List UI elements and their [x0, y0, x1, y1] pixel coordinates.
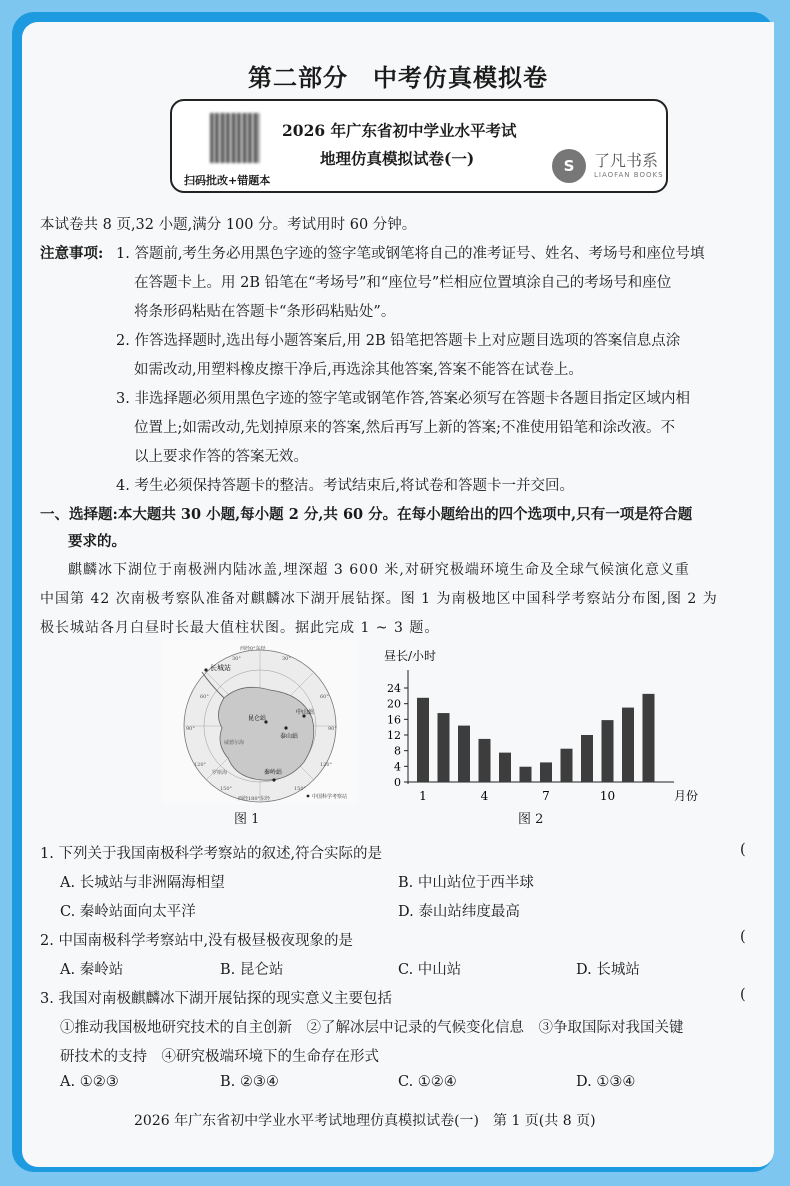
exam-title-line1: 2026 年广东省初中学业水平考试 [282, 121, 517, 140]
degree-label: 120° [320, 762, 333, 768]
map-legend: 中国科学考察站 [312, 794, 348, 800]
option[interactable]: C. 中山站 [398, 962, 462, 978]
option[interactable]: A. 秦岭站 [60, 962, 124, 978]
chart-bar-month-1 [417, 698, 429, 782]
degree-label: 60° [200, 694, 209, 700]
chart-bar-month-9 [581, 735, 593, 782]
antarctica-station-map [162, 640, 358, 804]
section1-heading: 一、选择题:本大题共 30 小题,每小题 2 分,共 60 分。在每小题给出的四个选项中,只有一项是符合题 [40, 506, 693, 523]
chart-bar-month-6 [520, 767, 532, 782]
option[interactable]: C. ①②④ [398, 1074, 457, 1090]
option[interactable]: A. 长城站与非洲隔海相望 [60, 875, 225, 891]
degree-label: 90° [186, 726, 195, 732]
section1-heading-cont: 要求的。 [68, 533, 126, 550]
station-label: 长城站 [210, 664, 231, 672]
y-tick-label: 24 [387, 682, 401, 695]
option[interactable]: D. 泰山站纬度最高 [398, 904, 520, 920]
exam-title-line2: 地理仿真模拟试卷(一) [320, 149, 475, 168]
option[interactable]: B. 中山站位于西半球 [398, 875, 534, 891]
station-label: 秦岭站 [264, 769, 283, 776]
degree-label: 120° [194, 762, 207, 768]
chart-bar-month-7 [540, 762, 552, 782]
question-stem: 1. 下列关于我国南极科学考察站的叙述,符合实际的是 [40, 846, 383, 862]
station-label: 中山站 [296, 709, 315, 716]
y-tick-label: 12 [387, 729, 401, 742]
degree-label: 30° [232, 656, 241, 662]
option[interactable]: D. ①③④ [576, 1074, 636, 1090]
exam-intro: 本试卷共 8 页,32 小题,满分 100 分。考试用时 60 分钟。 [40, 217, 417, 233]
option[interactable]: D. 长城站 [576, 962, 640, 978]
degree-label: 30° [282, 656, 291, 662]
degree-label: 60° [320, 694, 329, 700]
qr-label: 扫码批改+错题本 [184, 174, 271, 187]
question-statements: 研技术的支持 ④研究极端环境下的生命存在形式 [60, 1049, 379, 1065]
chart-bar-month-3 [458, 726, 470, 782]
chart-bar-month-4 [479, 739, 491, 782]
x-tick-label: 10 [599, 789, 616, 803]
notice-line: 3. 非选择题必须用黑色字迹的签字笔或钢笔作答,答案必须写在答题卡各题目指定区域内相 [116, 391, 691, 407]
answer-paren: ( [740, 987, 746, 1003]
answer-paren: ( [740, 842, 746, 858]
x-tick-label: 7 [542, 789, 550, 803]
station-label: 昆仑站 [248, 715, 267, 722]
station-marker [284, 726, 287, 729]
notice-line: 在答题卡上。用 2B 铅笔在“考场号”和“座位号”栏相应位置填涂自己的考场号和座位 [134, 275, 672, 291]
y-tick-label: 0 [394, 776, 401, 789]
question-stem: 2. 中国南极科学考察站中,没有极昼极夜现象的是 [40, 933, 354, 949]
x-tick-label: 1 [419, 789, 427, 803]
degree-label: 90° [328, 726, 337, 732]
passage-line: 极长城站各月白昼时长最大值柱状图。据此完成 1 ~ 3 题。 [40, 620, 440, 636]
chart-bar-month-8 [561, 749, 573, 782]
page-footer: 2026 年广东省初中学业水平考试地理仿真模拟试卷(一) 第 1 页(共 8 页) [134, 1113, 596, 1129]
degree-label: 150° [220, 786, 233, 792]
daylength-bar-chart [378, 648, 699, 804]
figure2-caption: 图 2 [518, 812, 544, 827]
brand-name: 了凡书系 [594, 151, 659, 170]
chart-ylabel: 昼长/小时 [384, 649, 437, 663]
notice-line: 将条形码粘贴在答题卡“条形码粘贴处”。 [134, 304, 396, 320]
notice-line: 如需改动,用塑料橡皮擦干净后,再选涂其他答案,答案不能答在试卷上。 [134, 362, 583, 378]
notice-line: 1. 答题前,考生务必用黑色字迹的签字笔或钢笔将自己的准考证号、姓名、考场号和座位号填 [116, 246, 705, 262]
chart-bar-month-5 [499, 753, 511, 782]
chart-bar-month-10 [602, 720, 614, 782]
notice-line: 以上要求作答的答案无效。 [134, 449, 308, 465]
notice-line: 4. 考生必须保持答题卡的整洁。考试结束后,将试卷和答题卡一并交回。 [116, 478, 575, 494]
y-tick-label: 4 [394, 760, 401, 774]
answer-paren: ( [740, 929, 746, 945]
station-marker [204, 668, 207, 671]
y-tick-label: 16 [387, 713, 401, 727]
qr-code[interactable] [210, 113, 260, 163]
exam-header-box [170, 99, 668, 193]
brand-logo-icon: S [552, 149, 586, 183]
notice-line: 2. 作答选择题时,选出每小题答案后,用 2B 铅笔把答题卡上对应题目选项的答案信息点涂 [116, 333, 681, 349]
y-tick-label: 8 [394, 744, 401, 758]
chart-bar-month-12 [643, 694, 655, 782]
notice-line: 位置上;如需改动,先划掉原来的答案,然后再写上新的答案;不准使用铅笔和涂改液。不 [134, 420, 675, 436]
section-title: 第二部分 中考仿真模拟卷 [248, 63, 548, 92]
x-tick-label: 4 [480, 789, 489, 803]
option[interactable]: C. 秦岭站面向太平洋 [60, 904, 196, 920]
brand-name-en: LIAOFAN BOOKS [594, 171, 664, 179]
sea-label: 罗斯海 [212, 770, 228, 776]
chart-xlabel: 月份 [674, 789, 699, 803]
question-stem: 3. 我国对南极麒麟冰下湖开展钻探的现实意义主要包括 [40, 991, 392, 1007]
sea-label: 威德尔海 [224, 740, 245, 746]
option[interactable]: B. ②③④ [220, 1074, 279, 1090]
legend-marker [307, 795, 310, 798]
chart-bar-month-11 [622, 708, 634, 782]
station-marker [272, 778, 275, 781]
option[interactable]: B. 昆仑站 [220, 962, 284, 978]
question-statements: ①推动我国极地研究技术的自主创新 ②了解冰层中记录的气候变化信息 ③争取国际对我国关键 [60, 1020, 684, 1036]
map-top-label: 西经0°东经 [240, 646, 266, 652]
passage-line: 麒麟冰下湖位于南极洲内陆冰盖,埋深超 3 600 米,对研究极端环境生命及全球气候演化意义重 [68, 562, 690, 578]
chart-bar-month-2 [438, 713, 450, 782]
station-label: 泰山站 [280, 733, 299, 740]
exam-page [22, 22, 774, 1167]
passage-line: 中国第 42 次南极考察队准备对麒麟冰下湖开展钻探。图 1 为南极地区中国科学考察站分布图,图 2 为 [40, 591, 718, 607]
antarctica-continent [218, 687, 313, 780]
notice-label: 注意事项: [40, 245, 104, 262]
figure1-caption: 图 1 [234, 812, 260, 827]
map-bottom-label: 西经180°东经 [238, 796, 271, 802]
degree-label: 150° [294, 786, 307, 792]
option[interactable]: A. ①②③ [60, 1074, 119, 1090]
y-tick-label: 20 [387, 697, 401, 711]
